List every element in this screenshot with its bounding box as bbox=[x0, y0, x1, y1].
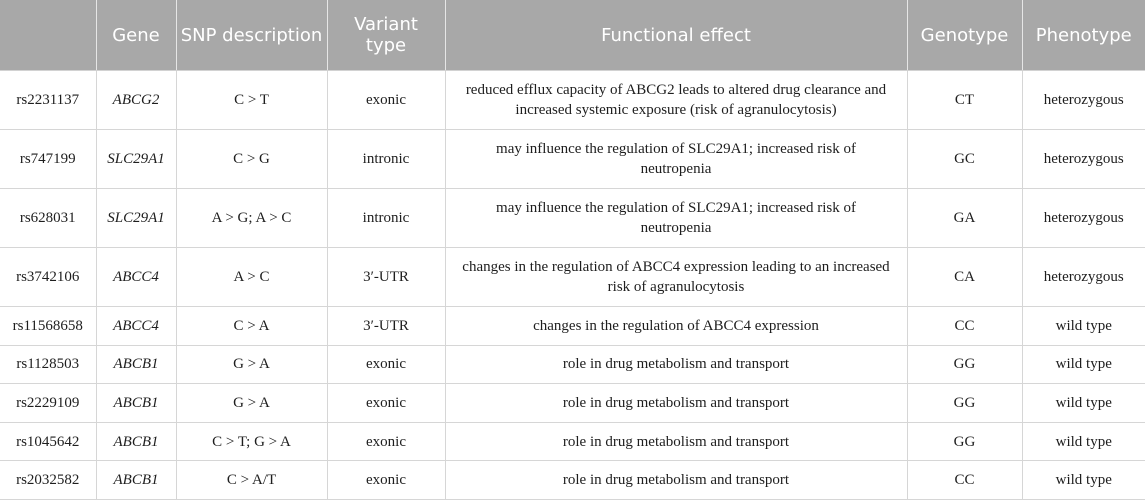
phenotype-cell: wild type bbox=[1022, 384, 1145, 423]
phenotype-cell: heterozygous bbox=[1022, 189, 1145, 248]
snp-description-cell: C > T bbox=[176, 71, 327, 130]
snp-description-cell: A > C bbox=[176, 248, 327, 307]
gene-cell: ABCC4 bbox=[96, 307, 176, 346]
snp-description-cell: C > A bbox=[176, 307, 327, 346]
functional-effect-cell: changes in the regulation of ABCC4 expression leading to an increased risk of agranulocytosis bbox=[445, 248, 907, 307]
gene-cell: SLC29A1 bbox=[96, 130, 176, 189]
snp-id-cell: rs628031 bbox=[0, 189, 96, 248]
phenotype-cell: wild type bbox=[1022, 307, 1145, 346]
snp-id-cell: rs1045642 bbox=[0, 422, 96, 461]
snp-id-cell: rs2032582 bbox=[0, 461, 96, 500]
snp-description-cell: G > A bbox=[176, 345, 327, 384]
functional-effect-cell: role in drug metabolism and transport bbox=[445, 345, 907, 384]
variant-type-cell: exonic bbox=[327, 345, 445, 384]
snp-id-cell: rs2229109 bbox=[0, 384, 96, 423]
table-row bbox=[0, 248, 1145, 307]
phenotype-cell: heterozygous bbox=[1022, 71, 1145, 130]
gene-cell: ABCB1 bbox=[96, 345, 176, 384]
table-row bbox=[0, 345, 1145, 384]
genotype-cell: CA bbox=[907, 248, 1022, 307]
genotype-cell: GG bbox=[907, 384, 1022, 423]
gene-cell: ABCB1 bbox=[96, 461, 176, 500]
table-row bbox=[0, 461, 1145, 500]
snp-description-cell: G > A bbox=[176, 384, 327, 423]
functional-effect-cell: may influence the regulation of SLC29A1; increased risk of neutropenia bbox=[445, 189, 907, 248]
snp-id-cell: rs3742106 bbox=[0, 248, 96, 307]
genotype-cell: CC bbox=[907, 307, 1022, 346]
header-phenotype: Phenotype bbox=[1022, 0, 1145, 71]
header-functional-effect: Functional effect bbox=[445, 0, 907, 71]
phenotype-cell: heterozygous bbox=[1022, 248, 1145, 307]
genotype-cell: CT bbox=[907, 71, 1022, 130]
gene-cell: ABCC4 bbox=[96, 248, 176, 307]
genotype-cell: CC bbox=[907, 461, 1022, 500]
gene-cell: ABCG2 bbox=[96, 71, 176, 130]
table-row bbox=[0, 189, 1145, 248]
table-row bbox=[0, 384, 1145, 423]
variant-type-cell: 3′-UTR bbox=[327, 248, 445, 307]
table-row bbox=[0, 422, 1145, 461]
phenotype-cell: wild type bbox=[1022, 422, 1145, 461]
header-row bbox=[0, 0, 1145, 71]
variant-type-cell: exonic bbox=[327, 422, 445, 461]
functional-effect-cell: role in drug metabolism and transport bbox=[445, 422, 907, 461]
gene-cell: ABCB1 bbox=[96, 384, 176, 423]
phenotype-cell: wild type bbox=[1022, 345, 1145, 384]
snp-id-cell: rs1128503 bbox=[0, 345, 96, 384]
table-row bbox=[0, 71, 1145, 130]
functional-effect-cell: role in drug metabolism and transport bbox=[445, 384, 907, 423]
header-snp-id bbox=[0, 0, 96, 71]
snp-id-cell: rs11568658 bbox=[0, 307, 96, 346]
snp-description-cell: C > T; G > A bbox=[176, 422, 327, 461]
variant-type-cell: exonic bbox=[327, 461, 445, 500]
functional-effect-cell: role in drug metabolism and transport bbox=[445, 461, 907, 500]
phenotype-cell: heterozygous bbox=[1022, 130, 1145, 189]
genotype-cell: GA bbox=[907, 189, 1022, 248]
functional-effect-cell: may influence the regulation of SLC29A1; increased risk of neutropenia bbox=[445, 130, 907, 189]
functional-effect-cell: changes in the regulation of ABCC4 expression bbox=[445, 307, 907, 346]
phenotype-cell: wild type bbox=[1022, 461, 1145, 500]
variant-type-cell: exonic bbox=[327, 384, 445, 423]
gene-cell: SLC29A1 bbox=[96, 189, 176, 248]
functional-effect-cell: reduced efflux capacity of ABCG2 leads to altered drug clearance and increased systemic exposure (risk of agranulocytosis) bbox=[445, 71, 907, 130]
variant-type-cell: exonic bbox=[327, 71, 445, 130]
genotype-cell: GC bbox=[907, 130, 1022, 189]
snp-description-cell: C > G bbox=[176, 130, 327, 189]
header-genotype: Genotype bbox=[907, 0, 1022, 71]
gene-cell: ABCB1 bbox=[96, 422, 176, 461]
snp-id-cell: rs2231137 bbox=[0, 71, 96, 130]
snp-description-cell: A > G; A > C bbox=[176, 189, 327, 248]
header-gene: Gene bbox=[96, 0, 176, 71]
table-row bbox=[0, 307, 1145, 346]
genotype-cell: GG bbox=[907, 422, 1022, 461]
snp-id-cell: rs747199 bbox=[0, 130, 96, 189]
variant-type-cell: intronic bbox=[327, 130, 445, 189]
header-variant-type: Variant type bbox=[327, 0, 445, 71]
table-row bbox=[0, 130, 1145, 189]
genotype-cell: GG bbox=[907, 345, 1022, 384]
variant-type-cell: 3′-UTR bbox=[327, 307, 445, 346]
variant-type-cell: intronic bbox=[327, 189, 445, 248]
snp-description-cell: C > A/T bbox=[176, 461, 327, 500]
header-snp-description: SNP description bbox=[176, 0, 327, 71]
